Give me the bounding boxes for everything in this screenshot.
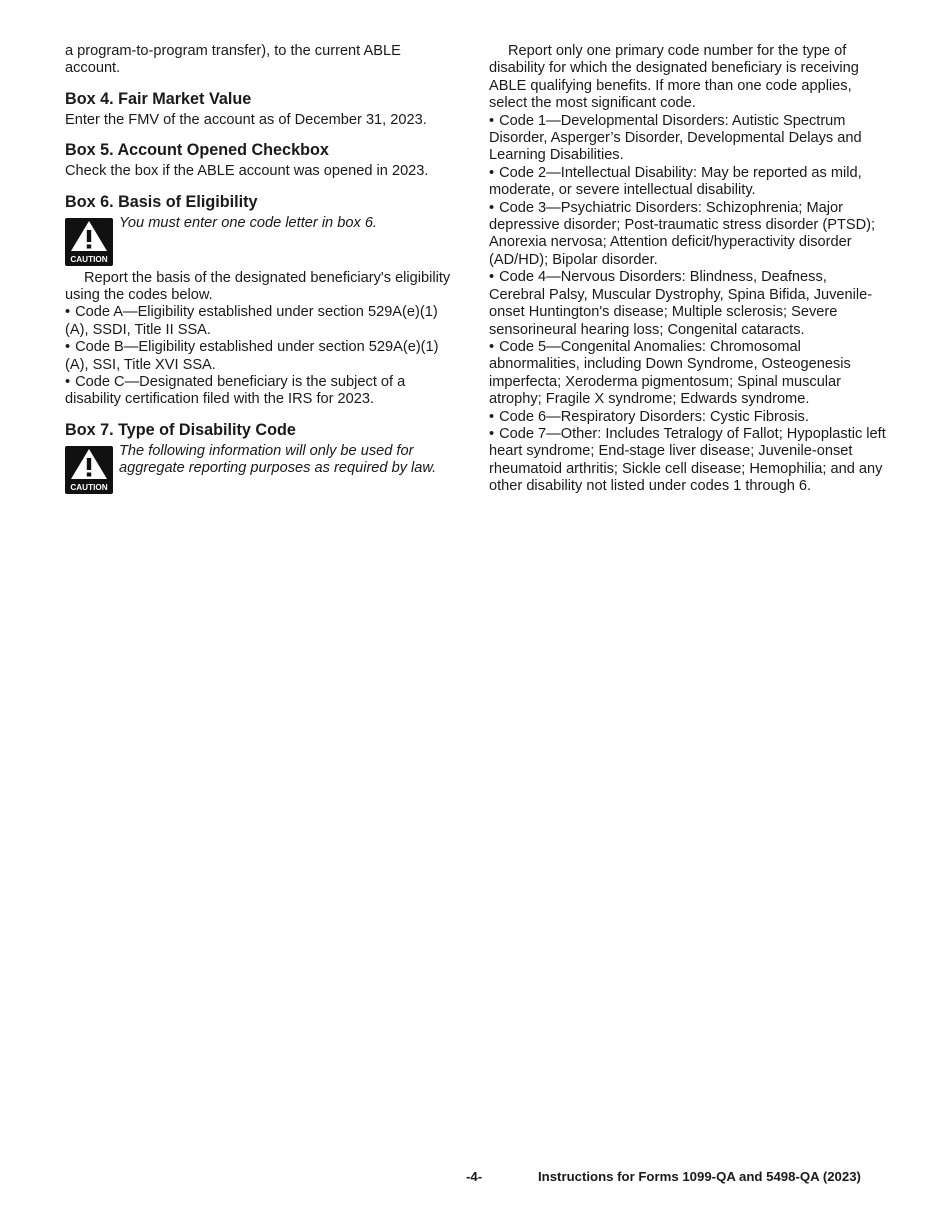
code-bullet: • Code 3—Psychiatric Disorders: Schizophrenia; Major depressive disorder; Post-traumatic stress disorder (PTSD); Anorexia nervosa; Attention deficit/hyperactivity disorder (AD/HD); Bipolar disorder. [489,199,876,268]
box6-bullet: • Code C—Designated beneficiary is the subject of a disability certification filed with the IRS for 2023. [65,374,406,408]
caution-label: CAUTION [70,254,108,264]
box7-caution [65,443,457,494]
code-bullet: • Code 6—Respiratory Disorders: Cystic Fibrosis. [489,408,809,425]
caution-label: CAUTION [70,482,108,492]
box7-heading: Box 7. Type of Disability Code [65,420,296,439]
box7-paragraph: Report only one primary code number for the type of disability for which the designated beneficiary is receiving ABLE qualifying benefits. If more than one code applies, select the most significant code. [489,43,859,112]
page-number: -4- [466,1169,483,1184]
document-title: Instructions for Forms 1099-QA and 5498-QA (2023) [538,1169,861,1184]
right-column [489,43,886,496]
box6-caution-text: You must enter one code letter in box 6. [119,214,377,231]
left-column [65,43,457,498]
code-bullet: • Code 5—Congenital Anomalies: Chromosomal abnormalities, including Down Syndrome, Osteogenesis imperfecta; Xeroderma pigmentosum; Spinal muscular atrophy; Fragile X syndrome; Edwards syndrome. [489,338,851,408]
code-bullet: • Code 7—Other: Includes Tetralogy of Fallot; Hypoplastic left heart syndrome; End-stage liver disease; Juvenile-onset rheumatoid arthritis; Sickle cell disease; Hemophilia; and any other disability not listed under codes 1 through 6. [489,425,886,495]
box6-caution [65,215,457,266]
box7-caution-text: The following information will only be used for aggregate reporting purposes as required by law. [119,442,437,477]
caution-icon [65,218,113,266]
box4-text: Enter the FMV of the account as of December 31, 2023. [65,111,427,128]
intro-text: a program-to-program transfer), to the current ABLE account. [65,43,401,77]
box5-text: Check the box if the ABLE account was opened in 2023. [65,163,429,180]
box4-heading: Box 4. Fair Market Value [65,89,252,108]
caution-icon [65,446,113,494]
code-bullet: • Code 4—Nervous Disorders: Blindness, Deafness, Cerebral Palsy, Muscular Dystrophy, Spina Bifida, Juvenile-onset Huntington's disease; Multiple sclerosis; Severe sensorineural hearing loss; Congenital cataracts. [489,269,873,338]
box6-heading: Box 6. Basis of Eligibility [65,192,258,211]
code-bullet: • Code 1—Developmental Disorders: Autistic Spectrum Disorder, Asperger’s Disorder, Developmental Delays and Learning Disabilities. [489,112,862,164]
box6-paragraph: Report the basis of the designated beneficiary's eligibility using the codes below. [65,269,451,304]
box6-bullet: • Code B—Eligibility established under section 529A(e)(1)(A), SSI, Title XVI SSA. [65,339,439,373]
box6-bullet: • Code A—Eligibility established under section 529A(e)(1)(A), SSDI, Title II SSA. [65,304,438,338]
box5-heading: Box 5. Account Opened Checkbox [65,141,329,160]
code-bullet: • Code 2—Intellectual Disability: May be reported as mild, moderate, or severe intellectual disability. [489,164,862,199]
